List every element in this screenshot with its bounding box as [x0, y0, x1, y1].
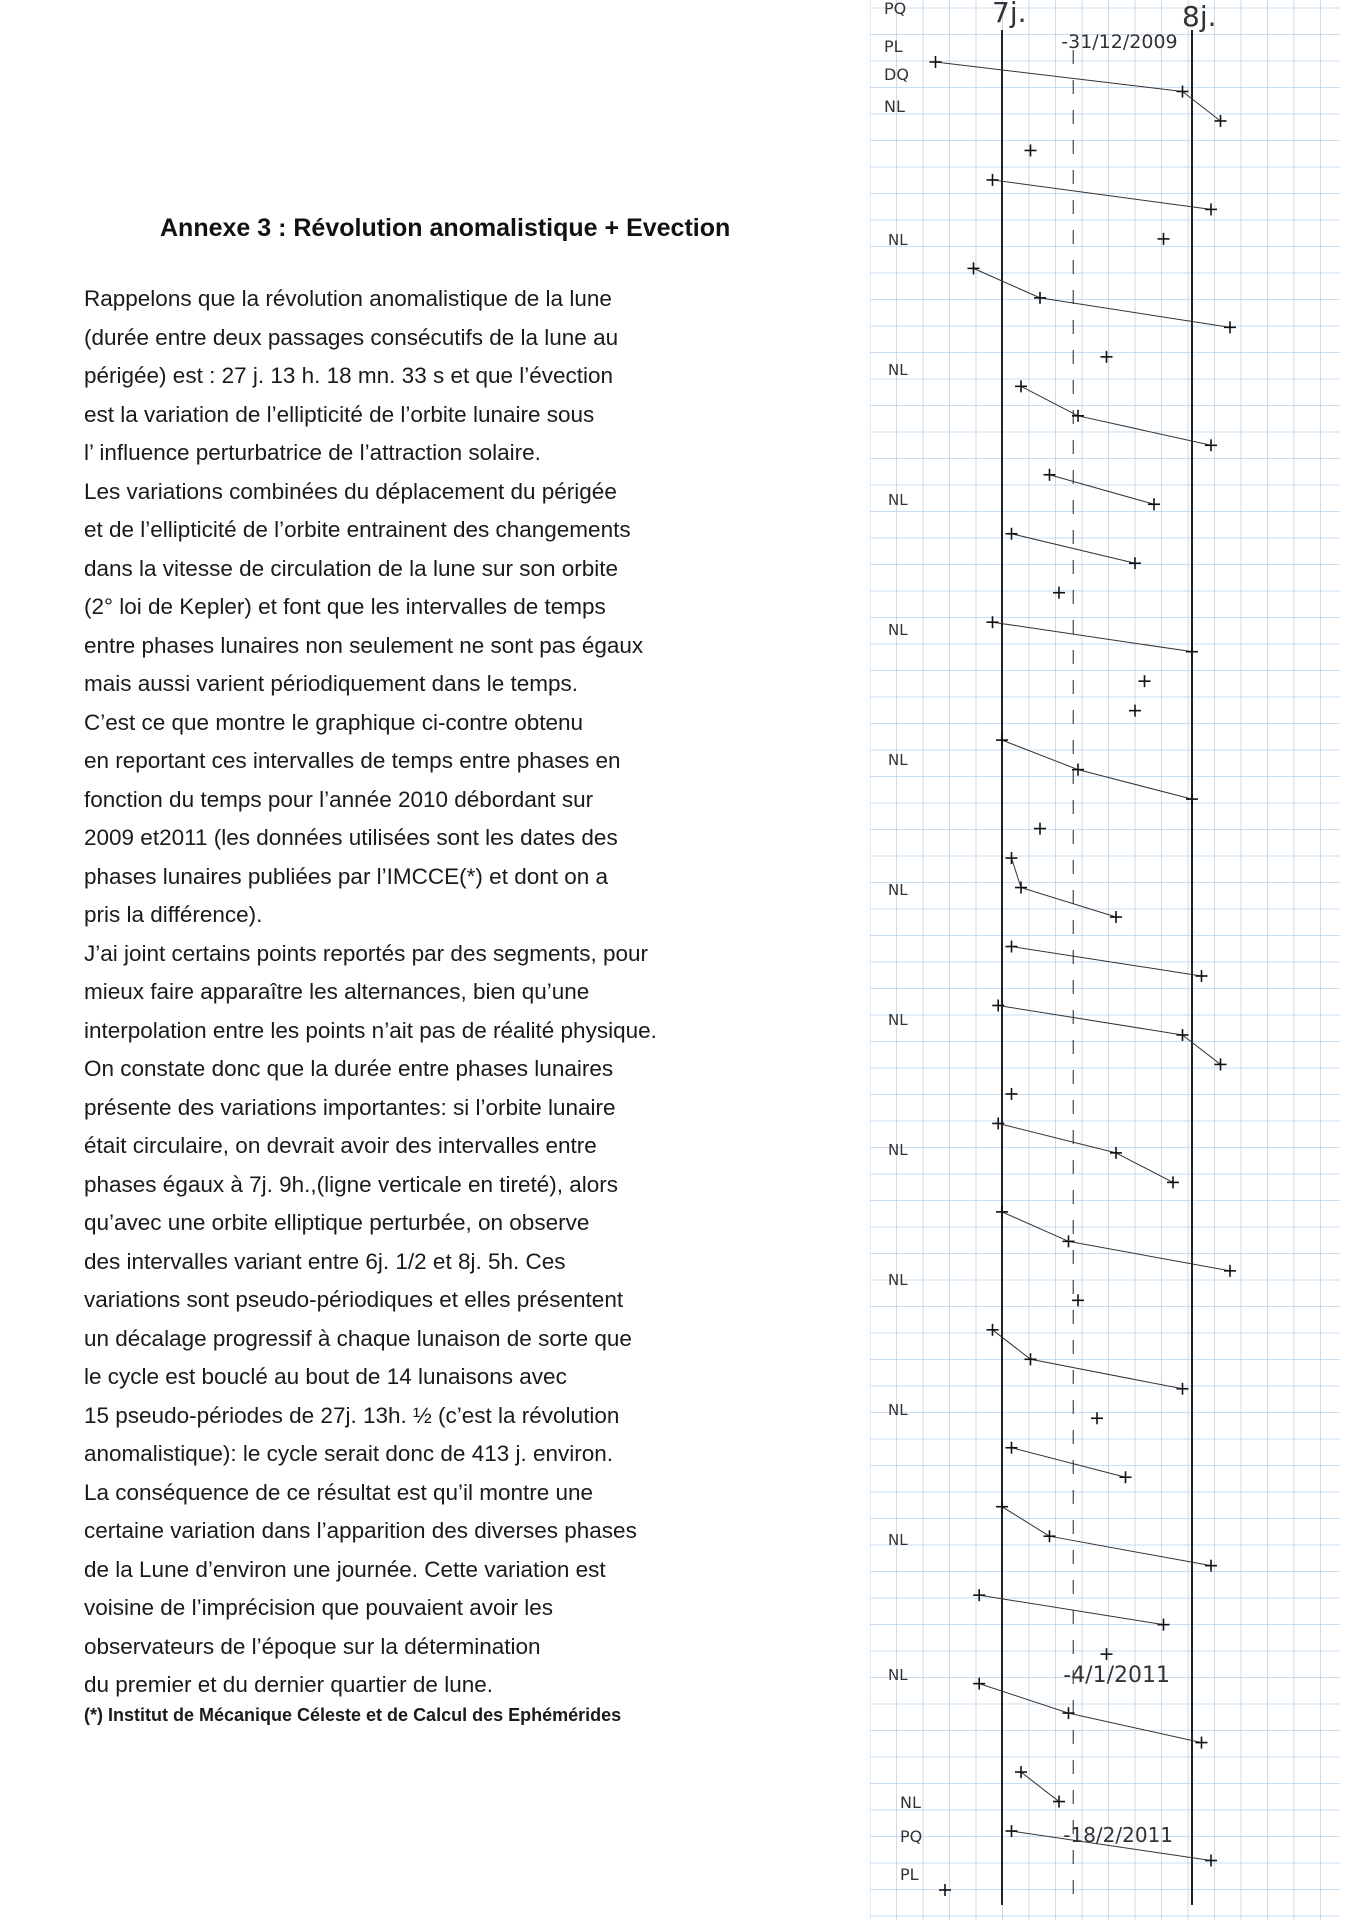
data-point — [1006, 1442, 1018, 1454]
interval-segment — [993, 1330, 1031, 1359]
data-point — [1006, 1825, 1018, 1837]
data-point — [996, 1206, 1008, 1218]
interval-segment — [1012, 947, 1202, 976]
phase-label: PQ — [884, 0, 907, 18]
nl-label: NL — [888, 881, 908, 899]
paragraph-line: On constate donc que la durée entre phases lunaires — [84, 1056, 614, 1081]
data-point — [1015, 1766, 1027, 1778]
date-annotation-start: -31/12/2009 — [1061, 31, 1178, 53]
phase-label: NL — [884, 97, 905, 116]
interval-segment — [1002, 740, 1078, 769]
interval-segment — [1050, 475, 1155, 504]
data-point — [1044, 469, 1056, 481]
data-point — [987, 1324, 999, 1336]
paragraph-line: J’ai joint certains points reportés par des segments, pour — [84, 940, 649, 966]
data-point — [1034, 292, 1046, 304]
interval-segment — [979, 1595, 1163, 1624]
data-point — [1139, 675, 1151, 687]
nl-label: NL — [888, 1531, 908, 1549]
date-annotation-2011b: -18/2/2011 — [1063, 1823, 1174, 1847]
paragraph-line: un décalage progressif à chaque lunaison de sorte que — [84, 1325, 632, 1351]
data-point — [1196, 970, 1208, 982]
paragraph-line: est la variation de l’ellipticité de l’orbite lunaire sous — [84, 401, 595, 427]
paragraph-line: fonction du temps pour l’année 2010 débordant sur — [84, 786, 594, 812]
page-title: Annexe 3 : Révolution anomalistique + Evection — [160, 214, 731, 242]
data-point — [1053, 1796, 1065, 1808]
interval-segment — [1012, 858, 1022, 887]
interval-segment — [993, 622, 1193, 651]
paragraph-line: Les variations combinées du déplacement du périgée — [84, 478, 617, 504]
paragraph-line: (2° loi de Kepler) et font que les intervalles de temps — [84, 594, 606, 619]
data-point — [1215, 115, 1227, 127]
data-point — [987, 616, 999, 628]
data-point — [1025, 144, 1037, 156]
paragraph-line: entre phases lunaires non seulement ne sont pas égaux — [84, 632, 644, 658]
interval-points — [930, 56, 1237, 1896]
interval-segment — [998, 1123, 1116, 1152]
data-point — [1196, 1737, 1208, 1749]
interval-segment — [1069, 1241, 1231, 1270]
data-point — [1148, 498, 1160, 510]
data-point — [1091, 1412, 1103, 1424]
paragraph-line: des intervalles variant entre 6j. 1/2 et 8j. 5h. Ces — [84, 1248, 566, 1274]
interval-segment — [1021, 386, 1078, 415]
nl-label: NL — [888, 491, 908, 509]
paragraph-line: variations sont pseudo-périodiques et elles présentent — [84, 1287, 624, 1312]
interval-segment — [1031, 1359, 1183, 1388]
axis-label-7j: 7j. — [992, 0, 1027, 29]
nl-label: NL — [888, 1401, 908, 1419]
data-point — [1167, 1176, 1179, 1188]
phase-label: DQ — [884, 65, 909, 84]
paragraph-line: l’ influence perturbatrice de l’attraction solaire. — [84, 440, 541, 465]
paragraph-line: observateurs de l’époque sur la détermination — [84, 1633, 541, 1659]
nl-label: NL — [888, 1141, 908, 1159]
phase-label-bottom: PL — [900, 1865, 919, 1884]
paragraph-line: du premier et du dernier quartier de lune. — [84, 1672, 493, 1697]
phase-label-bottom: NL — [900, 1793, 921, 1812]
data-point — [987, 174, 999, 186]
paragraph-line: Rappelons que la révolution anomalistique de la lune — [84, 286, 612, 311]
data-point — [1177, 1383, 1189, 1395]
data-point — [1205, 1855, 1217, 1867]
nl-label: NL — [888, 231, 908, 249]
chart-labels — [884, 0, 1217, 1884]
nl-label: NL — [888, 1271, 908, 1289]
data-point — [1205, 203, 1217, 215]
paragraph-line: interpolation entre les points n’ait pas de réalité physique. — [84, 1017, 657, 1043]
data-point — [1120, 1471, 1132, 1483]
interval-segment — [936, 62, 1183, 91]
nl-label: NL — [888, 1011, 908, 1029]
data-point — [1215, 1058, 1227, 1070]
axis-label-8j: 8j. — [1182, 0, 1217, 33]
data-point — [1006, 852, 1018, 864]
body-paragraph — [84, 280, 774, 1705]
interval-segment — [1002, 1507, 1050, 1536]
date-annotation-2011a: -4/1/2011 — [1063, 1663, 1170, 1688]
data-point — [996, 734, 1008, 746]
data-point — [1053, 587, 1065, 599]
data-point — [1006, 941, 1018, 953]
phase-interval-chart — [870, 0, 1340, 1920]
paragraph-line: anomalistique): le cycle serait donc de 413 j. environ. — [84, 1441, 614, 1466]
data-point — [1205, 1560, 1217, 1572]
interval-segment — [998, 1005, 1182, 1034]
paragraph-line: 15 pseudo-périodes de 27j. 13h. ½ (c’est la révolution — [84, 1402, 620, 1428]
paragraph-line: 2009 et2011 (les données utilisées sont les dates des — [84, 825, 618, 850]
data-point — [1205, 439, 1217, 451]
phase-label-bottom: PQ — [900, 1827, 923, 1846]
data-point — [1025, 1353, 1037, 1365]
nl-label: NL — [888, 621, 908, 639]
paragraph-line: et de l’ellipticité de l’orbite entrainent des changements — [84, 517, 631, 542]
paragraph-line: (durée entre deux passages consécutifs de la lune au — [84, 324, 619, 350]
paragraph-line: La conséquence de ce résultat est qu’il montre une — [84, 1479, 594, 1505]
paragraph-line: voisine de l’imprécision que pouvaient avoir les — [84, 1595, 554, 1620]
data-point — [968, 262, 980, 274]
data-point — [996, 1501, 1008, 1513]
nl-label: NL — [888, 361, 908, 379]
paragraph-line: mieux faire apparaître les alternances, bien qu’une — [84, 979, 590, 1004]
interval-segment — [1021, 888, 1116, 917]
data-point — [973, 1589, 985, 1601]
paragraph-line: qu’avec une orbite elliptique perturbée, on observe — [84, 1210, 590, 1235]
data-point — [1015, 380, 1027, 392]
paragraph-line: phases lunaires publiées par l’IMCCE(*) et dont on a — [84, 863, 609, 889]
paragraph-line: mais aussi varient périodiquement dans le temps. — [84, 671, 579, 696]
nl-label: NL — [888, 1666, 908, 1684]
data-point — [1015, 882, 1027, 894]
data-point — [1158, 233, 1170, 245]
paragraph-line: périgée) est : 27 j. 13 h. 18 mn. 33 s et que l’évection — [84, 363, 614, 388]
graph-paper-grid — [870, 0, 1340, 1920]
data-point — [1044, 1530, 1056, 1542]
interval-segment — [1021, 1772, 1059, 1801]
data-point — [1224, 1265, 1236, 1277]
paragraph-line: phases égaux à 7j. 9h.,(ligne verticale en tireté), alors — [84, 1171, 619, 1197]
data-point — [1129, 705, 1141, 717]
paragraph-line: dans la vitesse de circulation de la lune sur son orbite — [84, 555, 619, 581]
paragraph-line: C’est ce que montre le graphique ci-contre obtenu — [84, 709, 584, 735]
interval-segment — [993, 180, 1212, 209]
data-point — [1110, 1147, 1122, 1159]
data-point — [973, 1678, 985, 1690]
nl-label: NL — [888, 751, 908, 769]
interval-segment — [1116, 1153, 1173, 1182]
data-point — [1129, 557, 1141, 569]
paragraph-line: de la Lune d’environ une journée. Cette variation est — [84, 1556, 606, 1582]
data-point — [1063, 1235, 1075, 1247]
data-point — [1158, 1619, 1170, 1631]
data-point — [1110, 911, 1122, 923]
paragraph-line: en reportant ces intervalles de temps entre phases en — [84, 748, 621, 773]
paragraph-line: certaine variation dans l’apparition des diverses phases — [84, 1518, 637, 1543]
phase-label: PL — [884, 37, 903, 56]
data-point — [1177, 1029, 1189, 1041]
data-point — [930, 56, 942, 68]
paragraph-line: était circulaire, on devrait avoir des intervalles entre — [84, 1133, 597, 1158]
data-point — [1101, 1648, 1113, 1660]
data-point — [1224, 321, 1236, 333]
data-point — [1006, 1088, 1018, 1100]
paragraph-line: présente des variations importantes: si l’orbite lunaire — [84, 1094, 616, 1120]
paragraph-line: pris la différence). — [84, 902, 263, 927]
data-point — [1034, 823, 1046, 835]
footnote: (*) Institut de Mécanique Céleste et de Calcul des Ephémérides — [84, 1705, 622, 1725]
paragraph-line: le cycle est bouclé au bout de 14 lunaisons avec — [84, 1364, 567, 1389]
